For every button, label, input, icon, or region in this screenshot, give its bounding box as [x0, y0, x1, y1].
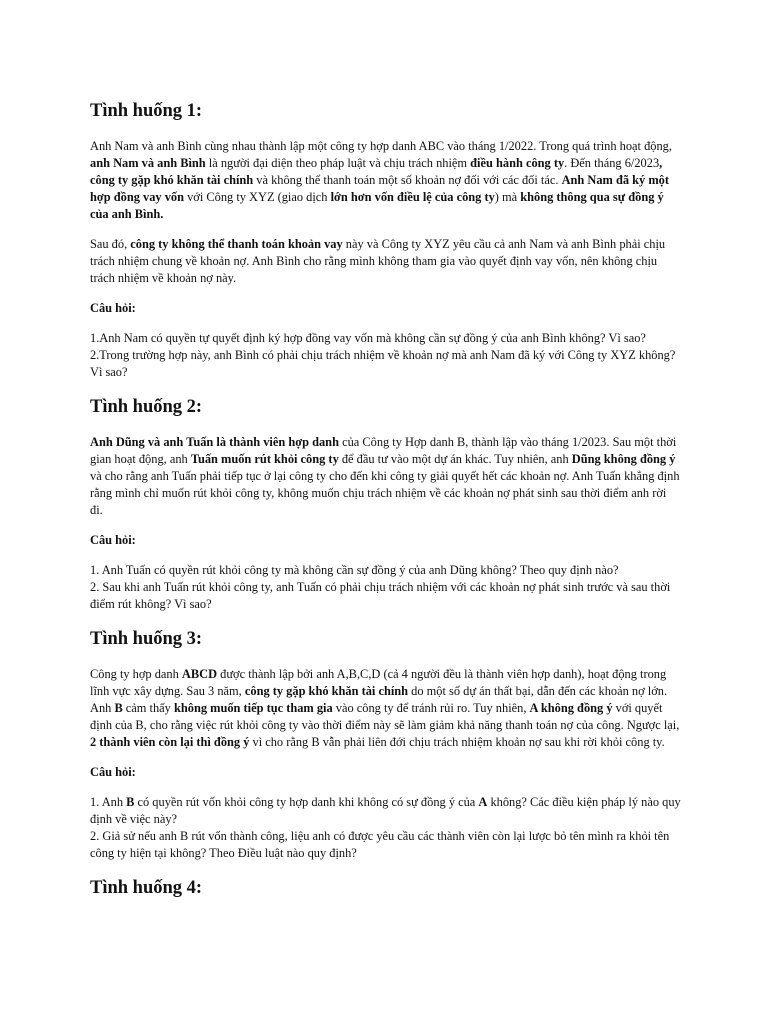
case-3-question-label: Câu hỏi:: [90, 765, 136, 779]
bold-text-run: 2 thành viên còn lại thì đồng ý: [90, 735, 250, 749]
bold-text-run: A không đồng ý: [529, 701, 613, 715]
bold-text-run: Dũng không đồng ý: [571, 452, 676, 466]
text-run: để đầu tư vào một dự án khác. Tuy nhiên, anh: [338, 452, 572, 466]
case-4-heading: Tình huống 4:: [90, 878, 203, 898]
case-1-questions: [90, 330, 682, 381]
question-item: [90, 829, 669, 860]
case-2-question-label: Câu hỏi:: [90, 533, 136, 547]
text-run: Công ty hợp danh: [90, 667, 182, 681]
text-run: này và Công ty XYZ yêu cầu cả anh Nam và anh Bình phải chịu trách nhiệm chung về khoản nợ. Anh Bình cho rằng mình không tham gia vào quyết định vay vốn, nên không chịu trách nhiệm về khoản nợ này.: [90, 237, 666, 285]
question-item: [90, 348, 675, 379]
case-2-heading: Tình huống 2:: [90, 397, 203, 417]
case-3-questions: [90, 794, 682, 862]
bold-text-run: Anh Dũng và anh Tuấn là thành viên hợp danh: [90, 435, 339, 449]
text-run: 2. Sau khi anh Tuấn rút khỏi công ty, anh Tuấn có phải chịu trách nhiệm với các khoản nợ phát sinh trước và sau thời điểm rút không? Vì sao?: [90, 580, 671, 611]
text-run: được thành lập bởi anh A,B,C,D (cả 4 người đều là thành viên hợp danh), hoạt động trong lĩnh vực xây dựng. Sau 3 năm,: [90, 667, 667, 698]
text-run: với quyết định của B, cho rằng việc rút khỏi công ty vào thời điểm này sẽ làm giảm khả năng thanh toán nợ của công. Ngược lại,: [90, 701, 680, 732]
case-1: [90, 98, 682, 381]
document-page: [90, 98, 682, 915]
text-run: và không thể thanh toán một số khoản nợ đối với các đối tác.: [253, 173, 562, 187]
text-run: của Công ty Hợp danh B, thành lập vào tháng 1/2023. Sau một thời gian hoạt động, anh: [90, 435, 677, 466]
case-2: [90, 394, 682, 613]
case-1-question-label: Câu hỏi:: [90, 301, 136, 315]
bold-text-run: ABCD: [181, 667, 218, 681]
question-item: [90, 580, 670, 611]
text-run: Anh Nam và anh Bình cùng nhau thành lập một công ty hợp danh ABC vào tháng 1/2022. Trong quá trình hoạt động,: [90, 139, 672, 153]
bold-text-run: A: [478, 795, 488, 809]
text-run: không? Các điều kiện pháp lý nào quy định về việc này?: [90, 795, 681, 826]
bold-text-run: điều hành công ty: [470, 156, 565, 170]
case-2-paragraph-1: [90, 434, 682, 519]
bold-text-run: không muốn tiếp tục tham gia: [173, 701, 333, 715]
text-run: là người đại diện theo pháp luật và chịu trách nhiệm: [205, 156, 471, 170]
bold-text-run: B: [114, 701, 123, 715]
text-run: ) mà: [494, 190, 521, 204]
text-run: 2. Giả sử nếu anh B rút vốn thành công, liệu anh có được yêu cầu các thành viên còn lại lược bỏ tên mình ra khỏi tên công ty hiện tại không? Theo Điều luật nào quy định?: [90, 829, 670, 860]
bold-text-run: công ty không thể thanh toán khoản vay: [130, 237, 343, 251]
text-run: 1. Anh: [90, 795, 127, 809]
bold-text-run: Anh Nam đã ký một hợp đồng vay vốn: [90, 173, 669, 204]
bold-text-run: Tuấn muốn rút khỏi công ty: [190, 452, 339, 466]
case-3: [90, 626, 682, 862]
text-run: Sau đó,: [90, 237, 131, 251]
bold-text-run: lớn hơn vốn điều lệ của công ty: [330, 190, 495, 204]
question-item: [90, 563, 619, 577]
text-run: có quyền rút vốn khỏi công ty hợp danh khi không có sự đồng ý của: [134, 795, 479, 809]
case-1-paragraph-2: [90, 236, 682, 287]
case-4: [90, 875, 682, 901]
case-1-paragraph-1: [90, 138, 682, 223]
text-run: do một số dự án thất bại, dẫn đến các khoản nợ lớn. Anh: [90, 684, 668, 715]
text-run: vào công ty để tránh rủi ro. Tuy nhiên,: [332, 701, 530, 715]
bold-text-run: anh Nam và anh Bình: [90, 156, 206, 170]
text-run: 1.Anh Nam có quyền tự quyết định ký hợp đồng vay vốn mà không cần sự đồng ý của anh Bình không? Vì sao?: [90, 331, 646, 345]
case-2-questions: [90, 562, 682, 613]
bold-text-run: B: [126, 795, 135, 809]
text-run: với Công ty XYZ (giao dịch: [183, 190, 331, 204]
text-run: và cho rằng anh Tuấn phải tiếp tục ở lại công ty cho đến khi công ty giải quyết hết các khoản nợ. Anh Tuấn khẳng định rằng mình chỉ muốn rút khỏi công ty, không muốn chịu trách nhiệm về các khoản nợ phát sinh sau thời điểm anh rời đi.: [90, 469, 680, 517]
text-run: 2.Trong trường hợp này, anh Bình có phải chịu trách nhiệm về khoản nợ mà anh Nam đã ký với Công ty XYZ không? Vì sao?: [90, 348, 676, 379]
question-item: [90, 795, 681, 826]
case-3-heading: Tình huống 3:: [90, 629, 203, 649]
text-run: . Đến tháng 6/2023: [564, 156, 660, 170]
bold-text-run: công ty gặp khó khăn tài chính: [244, 684, 409, 698]
question-item: [90, 331, 646, 345]
bold-text-run: không thông qua sự đồng ý của anh Bình.: [90, 190, 664, 221]
text-run: 1. Anh Tuấn có quyền rút khỏi công ty mà không cần sự đồng ý của anh Dũng không? Theo quy định nào?: [90, 563, 619, 577]
text-run: cảm thấy: [122, 701, 174, 715]
text-run: vì cho rằng B vẫn phải liên đới chịu trách nhiệm khoản nợ sau khi rời khỏi công ty.: [249, 735, 665, 749]
case-3-paragraph-1: [90, 666, 682, 751]
bold-text-run: , công ty gặp khó khăn tài chính: [90, 156, 663, 187]
case-1-heading: Tình huống 1:: [90, 101, 203, 121]
